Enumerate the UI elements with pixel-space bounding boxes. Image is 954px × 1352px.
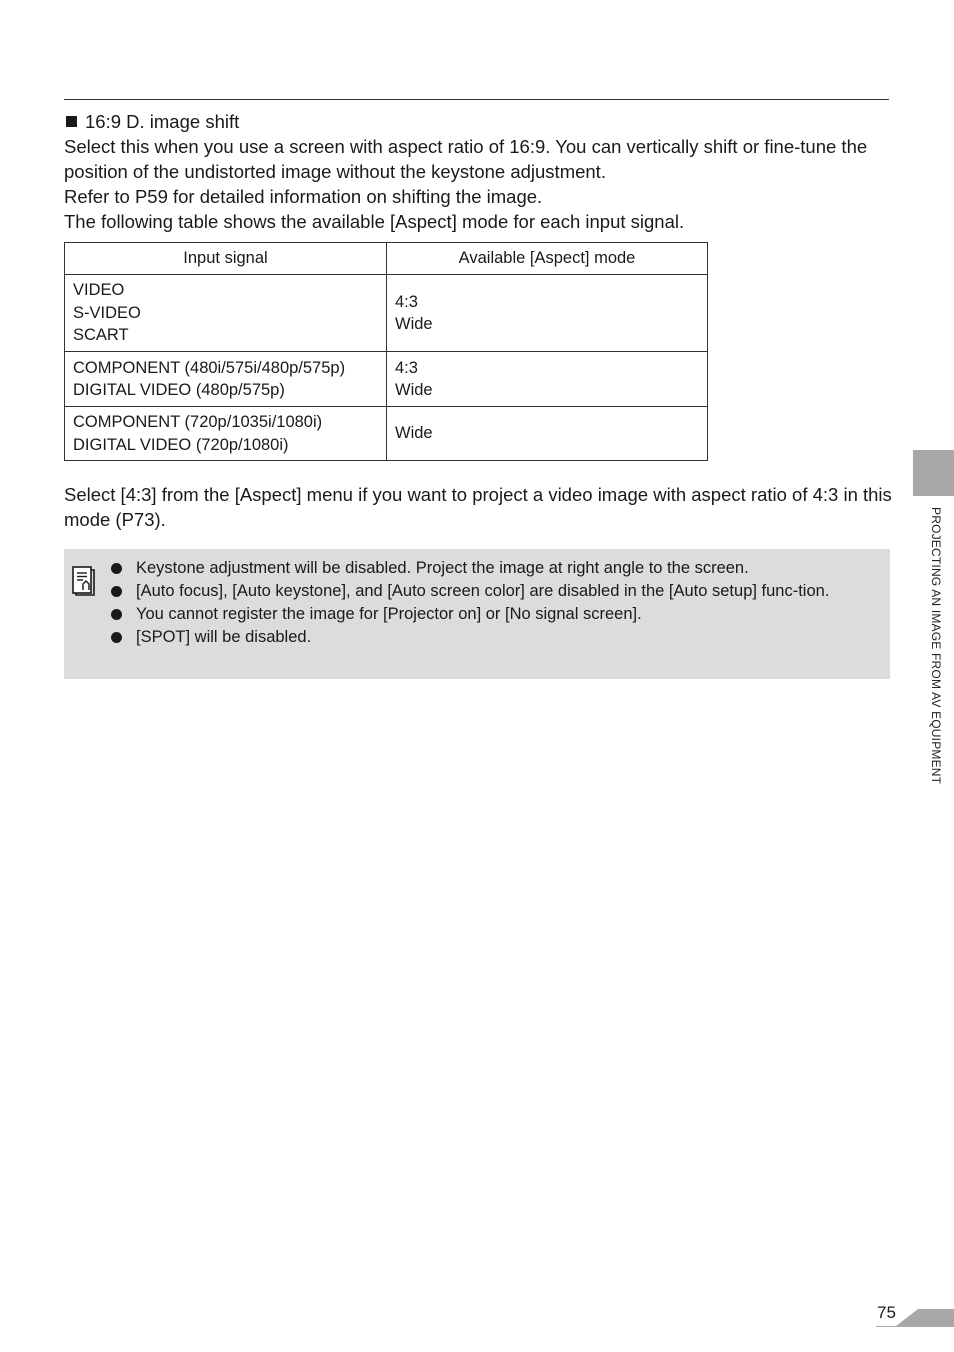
table-row <box>65 407 708 461</box>
signal-name: VIDEO <box>73 281 125 300</box>
note-item-text: [SPOT] will be disabled. <box>136 628 312 646</box>
paragraph-select-43: Select [4:3] from the [Aspect] menu if you want to project a video image with aspect ratio of 4:3 in this mode (P73). <box>64 484 892 530</box>
bullet-dot-icon <box>111 632 122 643</box>
bullet-dot-icon <box>111 586 122 597</box>
note-item-text: Keystone adjustment will be disabled. Project the image at right angle to the screen. <box>136 559 749 577</box>
paragraph-table-intro: The following table shows the available [Aspect] mode for each input signal. <box>64 211 685 232</box>
aspect-mode: 4:3 <box>395 358 418 377</box>
aspect-mode-cell <box>387 275 708 352</box>
signal-name: S-VIDEO <box>73 303 141 322</box>
note-item <box>110 580 880 603</box>
aspect-mode: 4:3 <box>395 292 418 311</box>
table-header-row <box>65 243 708 275</box>
table-header-input-signal: Input signal <box>65 243 387 275</box>
page-corner-tab <box>876 1308 954 1328</box>
section-heading <box>64 110 239 134</box>
chapter-side-label: PROJECTING AN IMAGE FROM AV EQUIPMENT <box>929 507 943 785</box>
top-rule <box>64 99 889 100</box>
aspect-mode-table <box>64 242 708 461</box>
chapter-side-tab <box>913 450 954 496</box>
page-number: 75 <box>877 1303 896 1322</box>
note-box <box>64 549 890 679</box>
signal-name: DIGITAL VIDEO (720p/1080i) <box>73 435 289 454</box>
note-list <box>110 557 880 649</box>
input-signal-cell <box>65 352 387 407</box>
table-row <box>65 275 708 352</box>
aspect-mode-cell <box>387 407 708 461</box>
note-item-text: [Auto focus], [Auto keystone], and [Auto screen color] are disabled in the [Auto setup] func-tion. <box>136 582 830 600</box>
paragraph-description: Select this when you use a screen with aspect ratio of 16:9. You can vertically shift or fine-tune the position of the undistorted image without the keystone adjustment. <box>64 136 868 182</box>
input-signal-cell <box>65 407 387 461</box>
square-bullet-icon <box>66 116 77 127</box>
paragraph-reference: Refer to P59 for detailed information on shifting the image. <box>64 186 543 207</box>
aspect-mode-cell <box>387 352 708 407</box>
bullet-dot-icon <box>111 609 122 620</box>
note-item <box>110 626 880 649</box>
signal-name: SCART <box>73 326 129 345</box>
aspect-mode: Wide <box>395 424 433 443</box>
memo-note-icon <box>72 566 96 601</box>
section-heading-text: 16:9 D. image shift <box>85 111 240 132</box>
note-item <box>110 603 880 626</box>
table-row <box>65 352 708 407</box>
bullet-dot-icon <box>111 563 122 574</box>
signal-name: COMPONENT (480i/575i/480p/575p) <box>73 358 346 377</box>
input-signal-cell <box>65 275 387 352</box>
aspect-mode: Wide <box>395 381 433 399</box>
note-item-text: You cannot register the image for [Projector on] or [No signal screen]. <box>136 605 642 623</box>
signal-name: COMPONENT (720p/1035i/1080i) <box>73 413 323 431</box>
note-item <box>110 557 880 580</box>
signal-name: DIGITAL VIDEO (480p/575p) <box>73 381 285 399</box>
aspect-mode: Wide <box>395 315 433 333</box>
table-header-aspect-mode: Available [Aspect] mode <box>387 243 708 275</box>
